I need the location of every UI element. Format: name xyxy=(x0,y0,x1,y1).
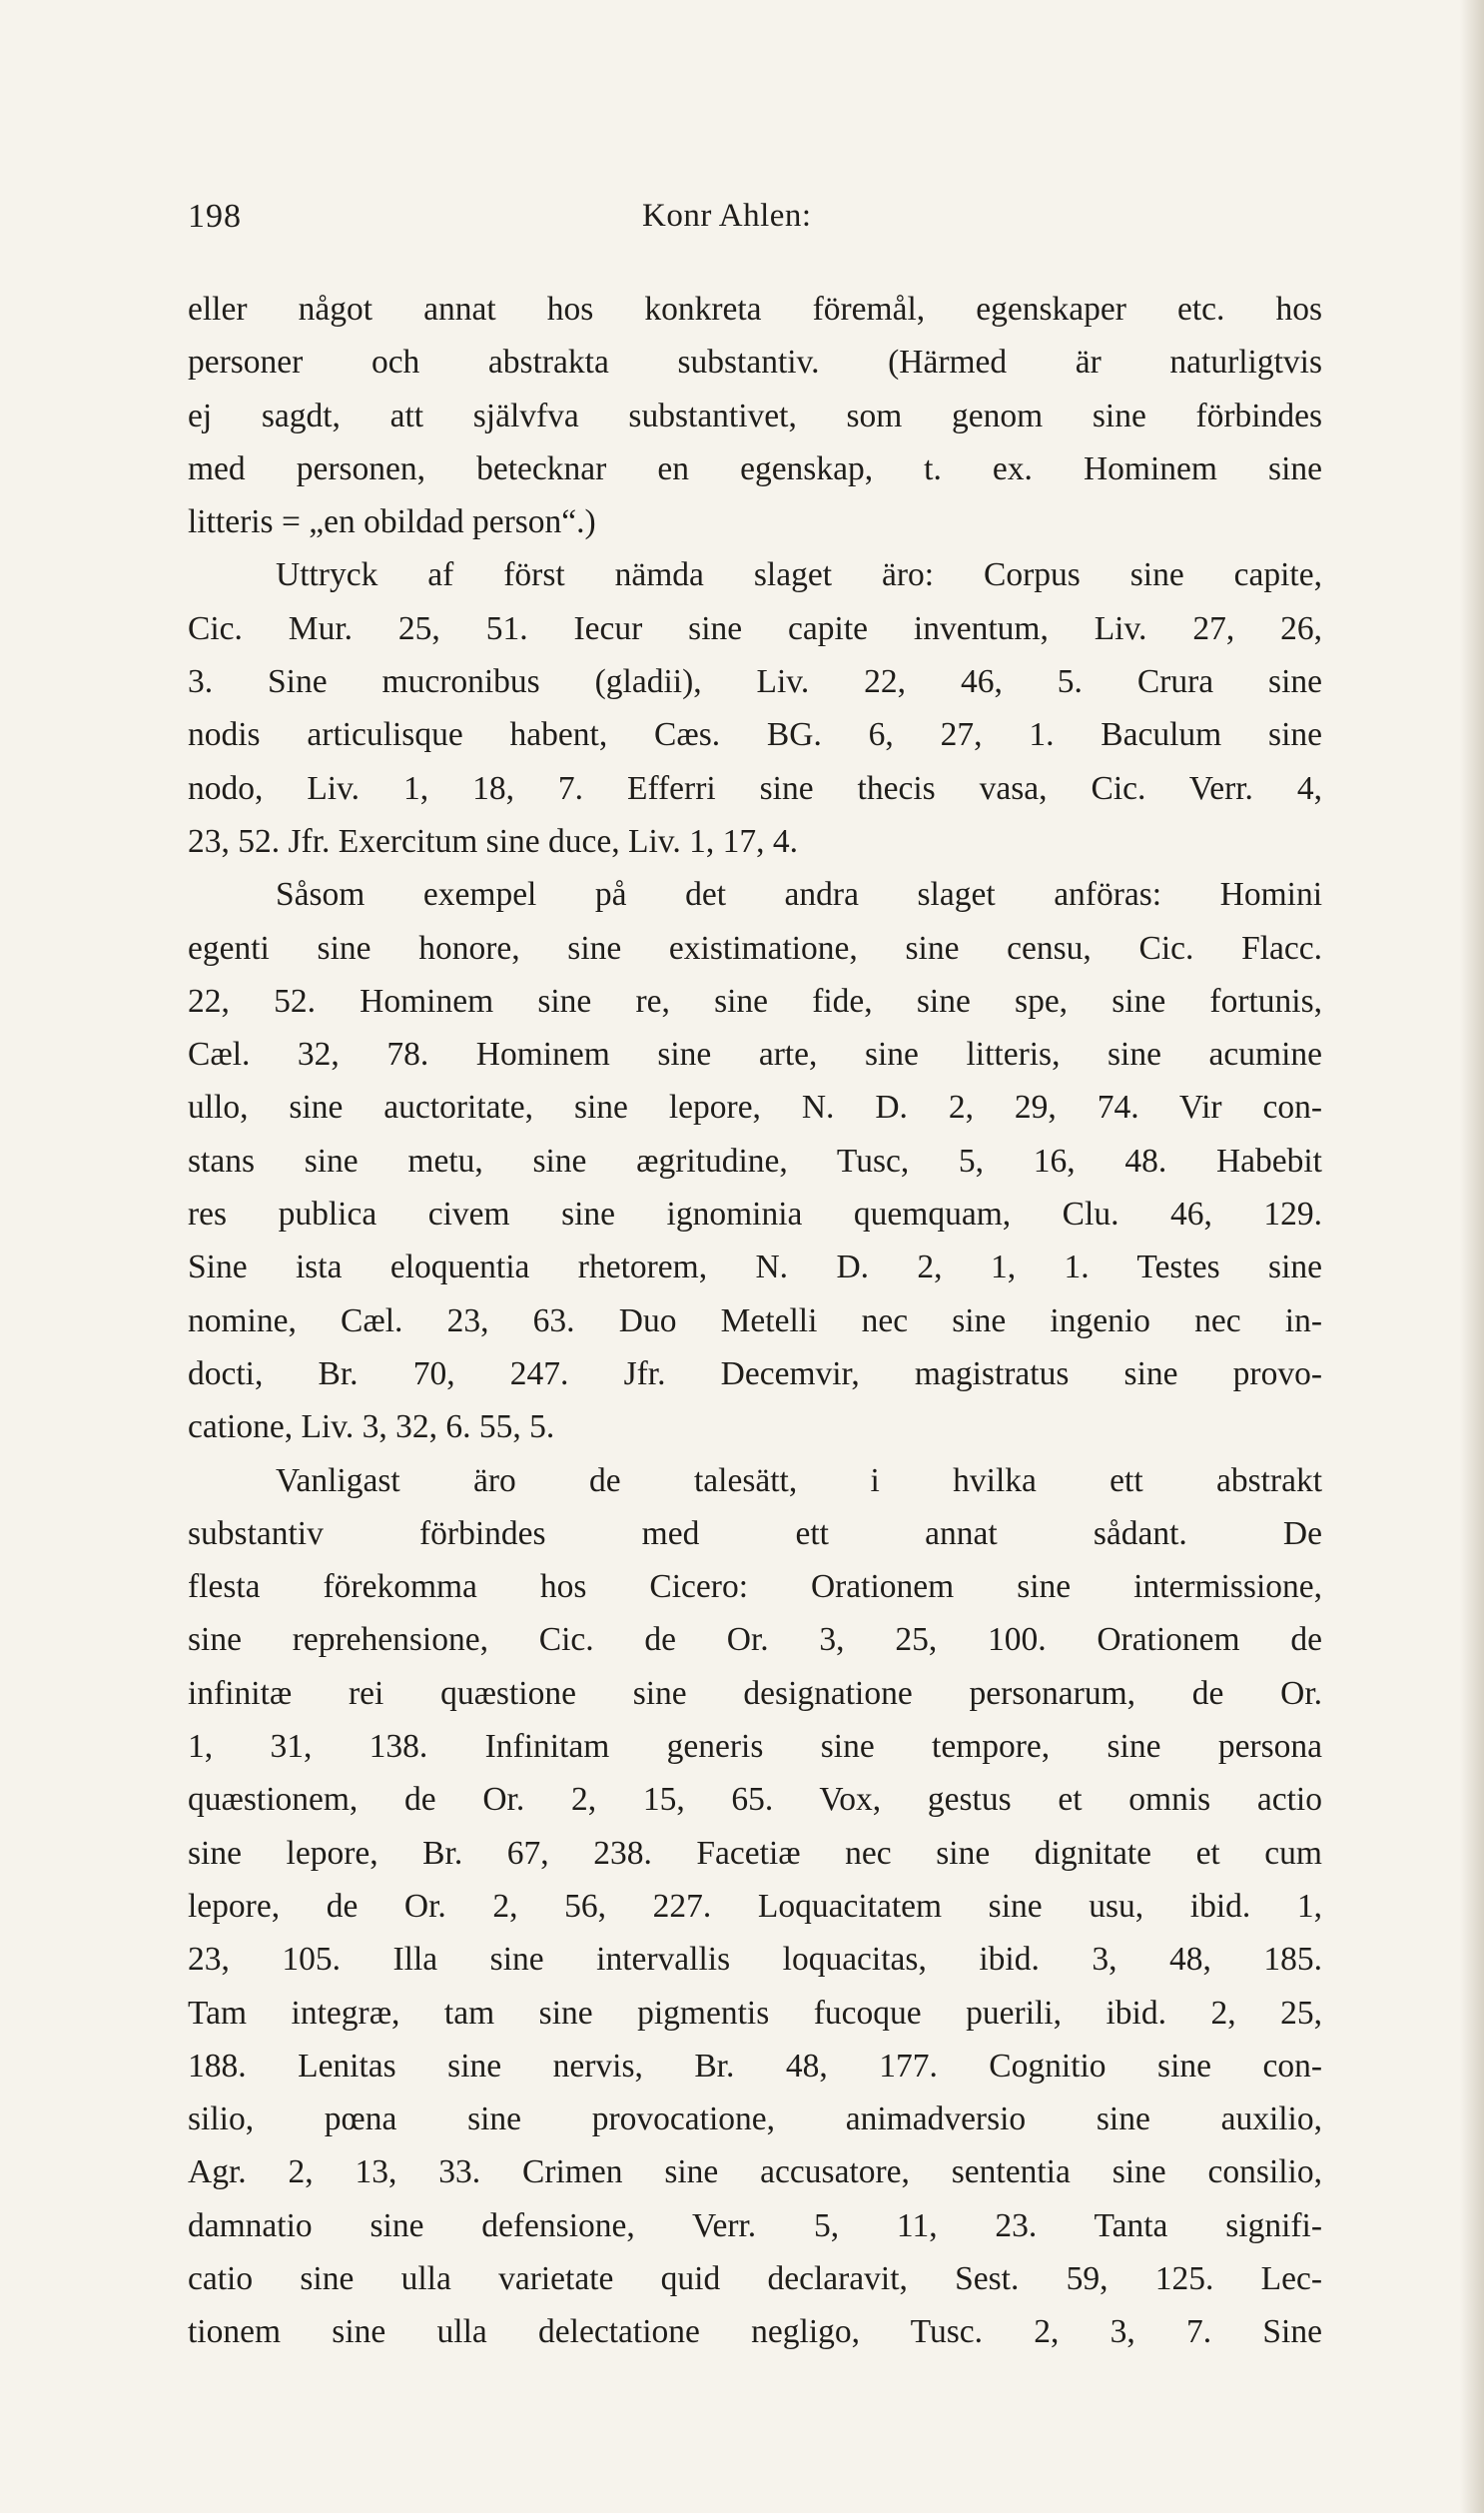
text-line: 23, 52. Jfr. Exercitum sine duce, Liv. 1, 17, 4. xyxy=(188,822,798,860)
text-line: sine lepore, Br. 67, 238. Facetiæ nec sine dignitate et cum xyxy=(188,1834,1322,1872)
text-line: eller något annat hos konkreta föremål, egenskaper etc. hos xyxy=(188,291,1322,328)
text-line: med personen, betecknar en egenskap, t. ex. Hominem sine xyxy=(188,449,1322,487)
page-edge-shadow xyxy=(1460,0,1484,2513)
text-line: sine reprehensione, Cic. de Or. 3, 25, 100. Orationem de xyxy=(188,1621,1322,1659)
text-line: egenti sine honore, sine existimatione, sine censu, Cic. Flacc. xyxy=(188,929,1322,967)
text-line: ej sagdt, att självfva substantivet, som genom sine förbindes xyxy=(188,397,1322,434)
text-line: 22, 52. Hominem sine re, sine fide, sine spe, sine fortunis, xyxy=(188,982,1322,1020)
page-header xyxy=(188,198,1356,242)
text-line: stans sine metu, sine ægritudine, Tusc, 5, 16, 48. Habebit xyxy=(188,1142,1322,1180)
text-line: substantiv förbindes med ett annat sådant. De xyxy=(188,1514,1322,1552)
text-line: 23, 105. Illa sine intervallis loquacitas, ibid. 3, 48, 185. xyxy=(188,1941,1322,1979)
text-line: catio sine ulla varietate quid declaravit, Sest. 59, 125. Lec- xyxy=(188,2259,1322,2297)
text-line: litteris = „en obildad person“.) xyxy=(188,503,596,541)
text-line: nomine, Cæl. 23, 63. Duo Metelli nec sine ingenio nec in- xyxy=(188,1301,1322,1339)
text-line: silio, pœna sine provocatione, animadversio sine auxilio, xyxy=(188,2100,1322,2138)
text-line: res publica civem sine ignominia quemquam, Clu. 46, 129. xyxy=(188,1196,1322,1234)
text-line: personer och abstrakta substantiv. (Härmed är naturligtvis xyxy=(188,344,1322,382)
text-line: tionem sine ulla delectatione negligo, Tusc. 2, 3, 7. Sine xyxy=(188,2313,1322,2351)
text-line: Uttryck af först nämda slaget äro: Corpus sine capite, xyxy=(276,556,1322,594)
text-line: Cic. Mur. 25, 51. Iecur sine capite inventum, Liv. 27, 26, xyxy=(188,609,1322,647)
text-line: Såsom exempel på det andra slaget anföras: Homini xyxy=(276,876,1322,914)
text-line: nodo, Liv. 1, 18, 7. Efferri sine thecis vasa, Cic. Verr. 4, xyxy=(188,769,1322,807)
text-line: Tam integræ, tam sine pigmentis fucoque puerili, ibid. 2, 25, xyxy=(188,1994,1322,2032)
text-line: infinitæ rei quæstione sine designatione personarum, de Or. xyxy=(188,1674,1322,1712)
text-line: 188. Lenitas sine nervis, Br. 48, 177. Cognitio sine con- xyxy=(188,2047,1322,2085)
text-line: catione, Liv. 3, 32, 6. 55, 5. xyxy=(188,1408,555,1446)
text-line: 1, 31, 138. Infinitam generis sine tempore, sine persona xyxy=(188,1728,1322,1766)
text-line: lepore, de Or. 2, 56, 227. Loquacitatem sine usu, ibid. 1, xyxy=(188,1887,1322,1925)
text-line: damnatio sine defensione, Verr. 5, 11, 23. Tanta signifi- xyxy=(188,2206,1322,2244)
text-line: flesta förekomma hos Cicero: Orationem sine intermissione, xyxy=(188,1568,1322,1606)
page-number: 198 xyxy=(188,198,242,235)
text-line: docti, Br. 70, 247. Jfr. Decemvir, magistratus sine provo- xyxy=(188,1354,1322,1392)
text-line: Agr. 2, 13, 33. Crimen sine accusatore, sententia sine consilio, xyxy=(188,2153,1322,2191)
text-line: 3. Sine mucronibus (gladii), Liv. 22, 46, 5. Crura sine xyxy=(188,663,1322,701)
text-line: Cæl. 32, 78. Hominem sine arte, sine litteris, sine acumine xyxy=(188,1036,1322,1074)
body-text xyxy=(188,283,1322,2359)
text-line: quæstionem, de Or. 2, 15, 65. Vox, gestus et omnis actio xyxy=(188,1781,1322,1819)
text-line: nodis articulisque habent, Cæs. BG. 6, 27, 1. Baculum sine xyxy=(188,716,1322,754)
text-line: ullo, sine auctoritate, sine lepore, N. D. 2, 29, 74. Vir con- xyxy=(188,1089,1322,1127)
text-line: Sine ista eloquentia rhetorem, N. D. 2, 1, 1. Testes sine xyxy=(188,1249,1322,1286)
running-head: Konr Ahlen: xyxy=(642,198,812,234)
text-line: Vanligast äro de talesätt, i hvilka ett abstrakt xyxy=(276,1461,1322,1499)
